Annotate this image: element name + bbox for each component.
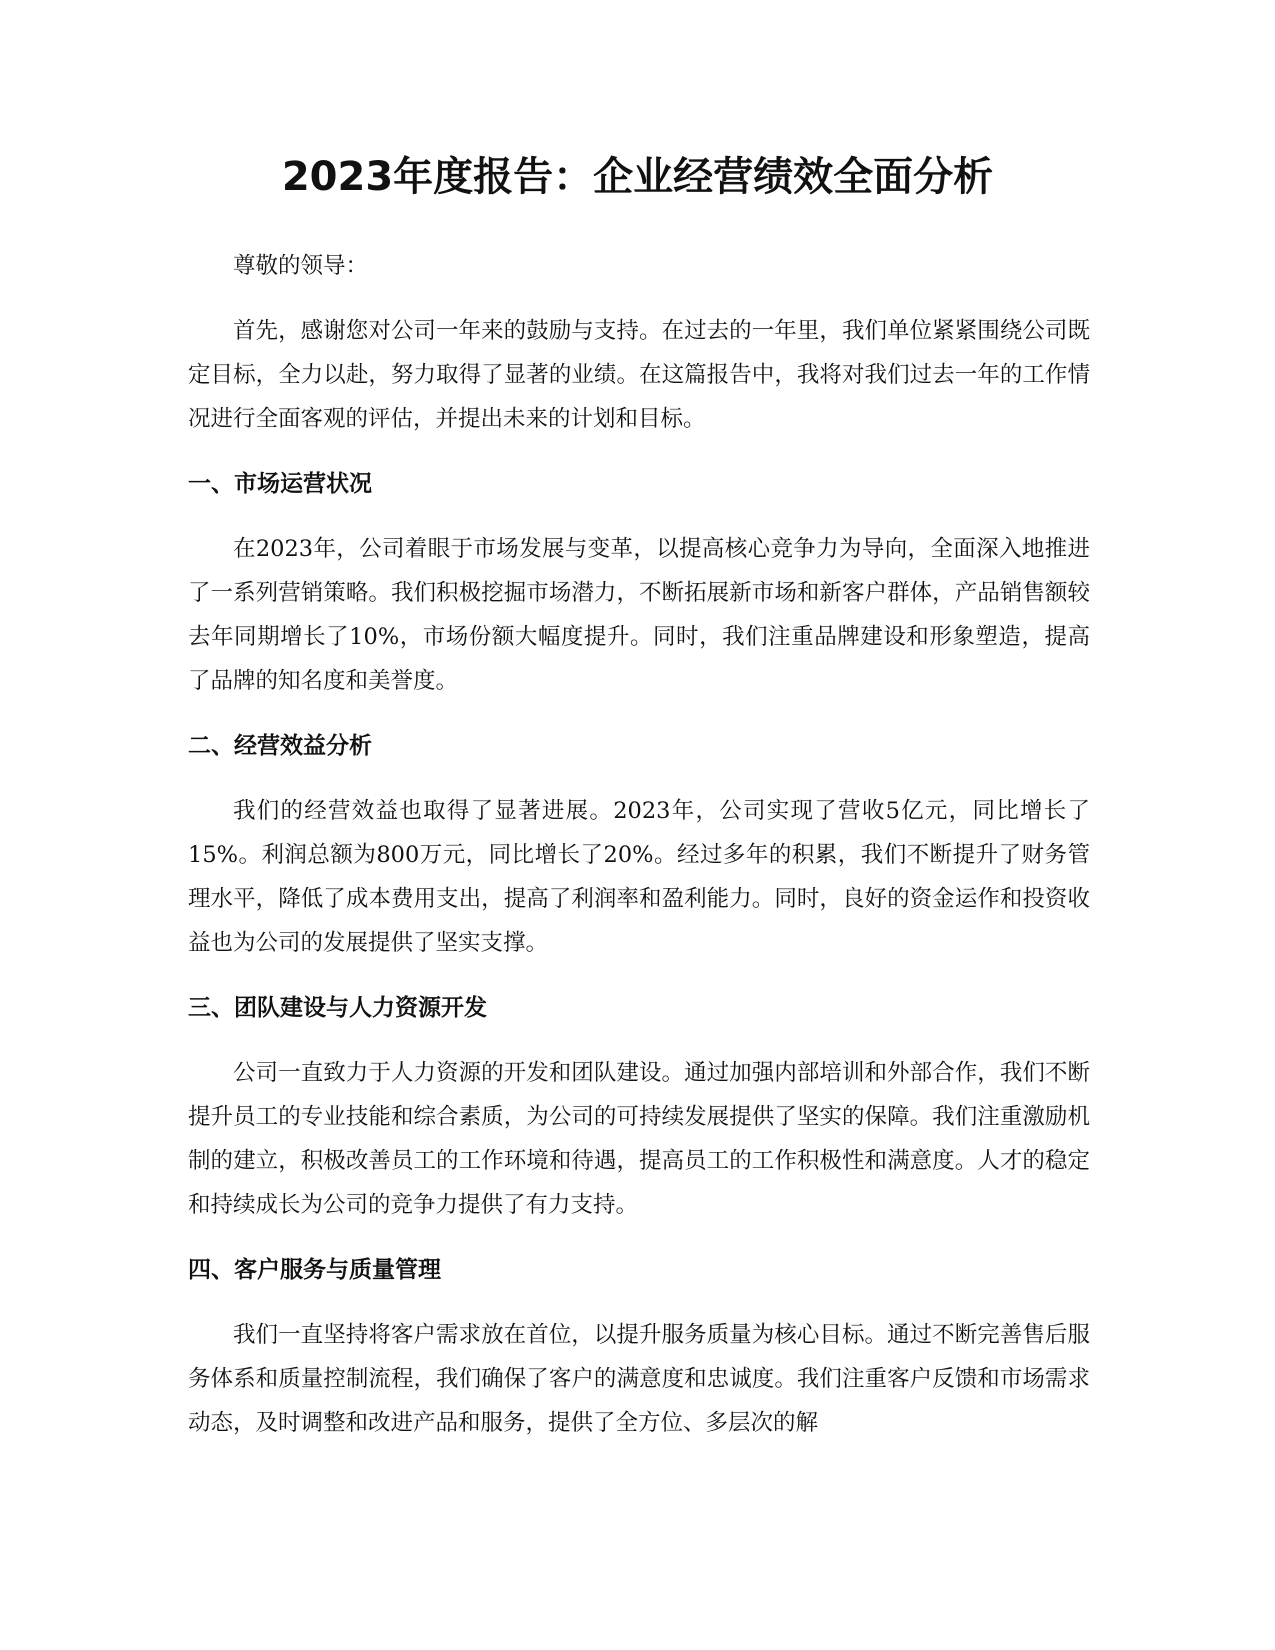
section-body-efficiency: 我们的经营效益也取得了显著进展。2023年，公司实现了营收5亿元，同比增长了15%。利润总额为800万元，同比增长了20%。经过多年的积累，我们不断提升了财务管理水平，降低了成本费用支出，提高了利润率和盈利能力。同时，良好的资金运作和投资收益也为公司的发展提供了坚实支撑。 [188,798,1090,956]
section-body-team: 公司一直致力于人力资源的开发和团队建设。通过加强内部培训和外部合作，我们不断提升员工的专业技能和综合素质，为公司的可持续发展提供了坚实的保障。我们注重激励机制的建立，积极改善员工的工作环境和待遇，提高员工的工作积极性和满意度。人才的稳定和持续成长为公司的竞争力提供了有力支持。 [188,1060,1090,1218]
section-heading-service: 四、客户服务与质量管理 [188,1257,441,1283]
section-body-market: 在2023年，公司着眼于市场发展与变革，以提高核心竞争力为导向，全面深入地推进了一系列营销策略。我们积极挖掘市场潜力，不断拓展新市场和新客户群体，产品销售额较去年同期增长了10%，市场份额大幅度提升。同时，我们注重品牌建设和形象塑造，提高了品牌的知名度和美誉度。 [188,536,1090,694]
salutation: 尊敬的领导： [233,253,369,279]
section-heading-efficiency: 二、经营效益分析 [188,733,372,759]
intro-paragraph: 首先，感谢您对公司一年来的鼓励与支持。在过去的一年里，我们单位紧紧围绕公司既定目标，全力以赴，努力取得了显著的业绩。在这篇报告中，我将对我们过去一年的工作情况进行全面客观的评估，并提出未来的计划和目标。 [188,318,1090,432]
section-heading-market: 一、市场运营状况 [188,471,372,497]
section-heading-team: 三、团队建设与人力资源开发 [188,995,487,1021]
document-body [188,244,1090,1466]
section-body-service: 我们一直坚持将客户需求放在首位，以提升服务质量为核心目标。通过不断完善售后服务体系和质量控制流程，我们确保了客户的满意度和忠诚度。我们注重客户反馈和市场需求动态，及时调整和改进产品和服务，提供了全方位、多层次的解 [188,1322,1090,1436]
document-title: 2023年度报告：企业经营绩效全面分析 [281,154,994,200]
